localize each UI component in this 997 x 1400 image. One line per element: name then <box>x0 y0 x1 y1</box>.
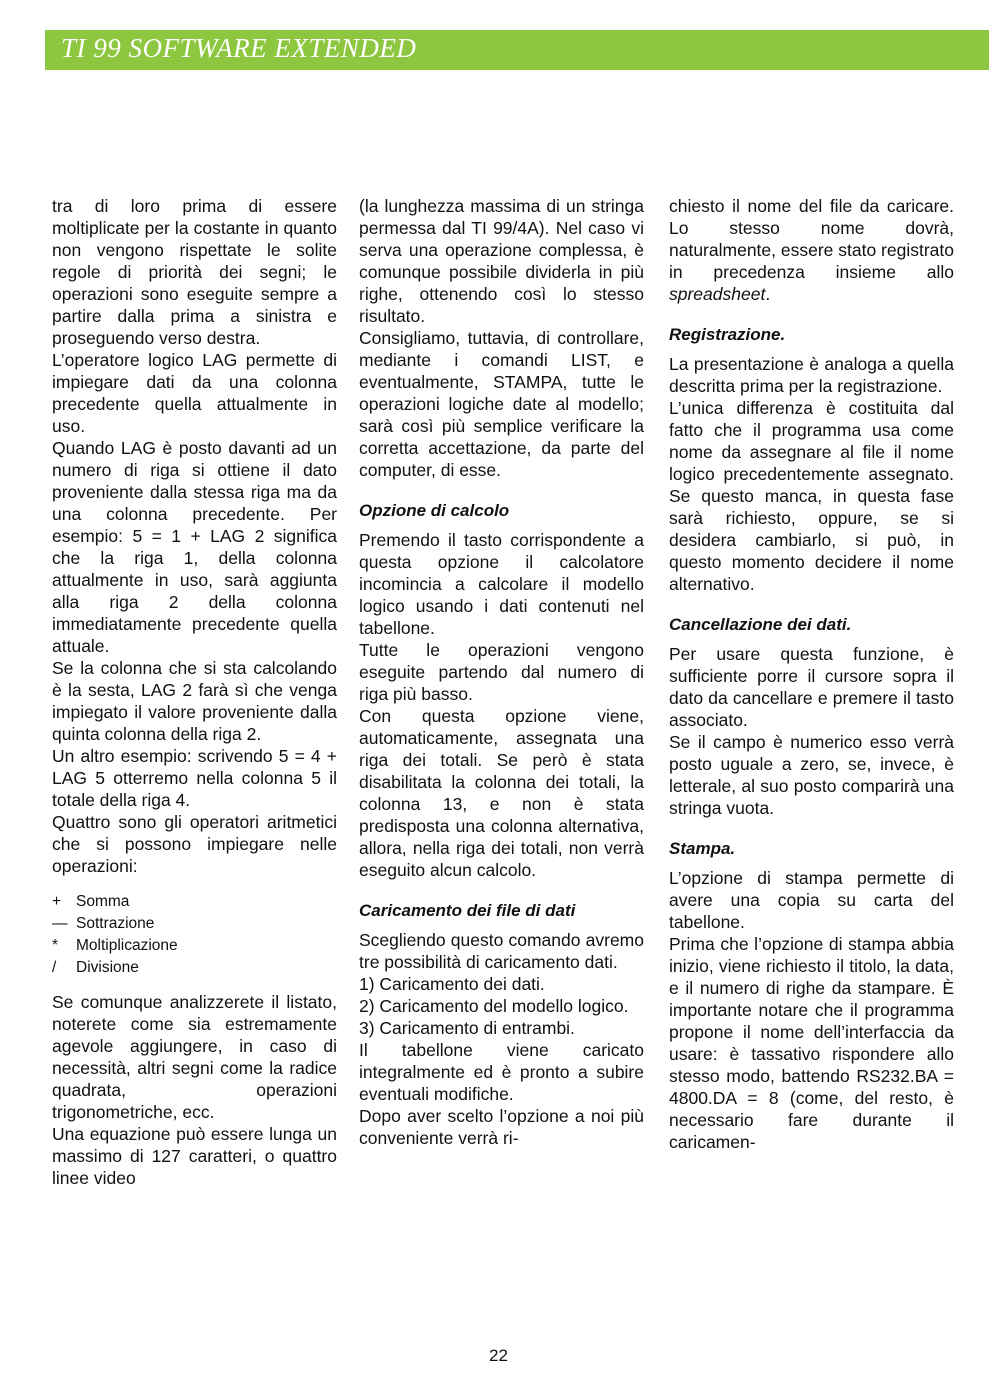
operator-label: Sottrazione <box>76 915 155 932</box>
operator-symbol: / <box>52 959 57 976</box>
paragraph: Per usare questa funzione, è sufficiente porre il cursore sopra il dato da cancellare e premere il tasto associato. <box>669 644 954 730</box>
paragraph: tra di loro prima di essere moltiplicate per la costante in quanto non vengono rispettate le solite regole di priorità dei segni; le operazioni sono eseguite sempre a partire dalla prima a sinistra e proseguendo verso destra. <box>52 196 337 348</box>
paragraph: L’unica differenza è costituita dal fatto che il programma usa come nome da assegnare al file il nome logico precedentemente assegnato. Se questo manca, in questa fase sarà richiesto, oppure, se si desidera cambiarlo, si può, in questo momento decidere il nome alternativo. <box>669 398 954 594</box>
section-heading: Registrazione. <box>669 325 786 344</box>
operator-list <box>52 891 337 979</box>
list-item <box>52 935 337 957</box>
operator-symbol: + <box>52 893 62 910</box>
section-heading: Opzione di calcolo <box>359 501 510 520</box>
paragraph: Scegliendo questo comando avremo tre possibilità di caricamento dati. <box>359 930 644 972</box>
operator-symbol: — <box>52 915 68 932</box>
paragraph: Se comunque analizzerete il listato, noterete come sia estremamente agevole aggiungere, in caso di necessità, altri segni come la radice quadrata, operazioni trigonometriche, ecc. <box>52 992 337 1122</box>
paragraph: Tutte le operazioni vengono eseguite partendo dal numero di riga più basso. <box>359 640 644 704</box>
paragraph: La presentazione è analoga a quella descritta prima per la registrazione. <box>669 354 954 396</box>
paragraph: Una equazione può essere lunga un massimo di 127 caratteri, o quattro linee video <box>52 1124 337 1188</box>
paragraph: L’opzione di stampa permette di avere una copia su carta del tabellone. <box>669 868 954 932</box>
paragraph-text: chiesto il nome del file da caricare. Lo stesso nome dovrà, naturalmente, essere stato registrato in precedenza insieme allo <box>669 196 955 282</box>
list-item: 3) Caricamento di entrambi. <box>359 1018 575 1038</box>
paragraph: Con questa opzione viene, automaticamente, assegnata una riga dei totali. Se però è stata disabilitata la colonna dei totali, la colonna 13, e non è stata predisposta una colonna alternativa, allora, nella riga dei totali, non verrà eseguito alcun calcolo. <box>359 706 644 880</box>
list-item <box>52 891 337 913</box>
operator-label: Divisione <box>76 959 139 976</box>
paragraph: L’operatore logico LAG permette di impiegare dati da una colonna precedente quella attualmente in uso. <box>52 350 337 436</box>
header-bar <box>45 30 989 70</box>
paragraph: Premendo il tasto corrispondente a questa opzione il calcolatore incomincia a calcolare il modello logico usando i dati contenuti nel tabellone. <box>359 530 644 638</box>
list-item: 1) Caricamento dei dati. <box>359 974 545 994</box>
section-heading: Stampa. <box>669 839 736 858</box>
paragraph: Quando LAG è posto davanti ad un numero di riga si ottiene il dato proveniente dalla stessa riga ma da una colonna precedente. Per esempio: 5 = 1 + LAG 2 significa che la riga 1, della colonna attualmente in uso, sarà aggiunta alla riga 2 della colonna immediatamente precedente quella attuale. <box>52 438 337 656</box>
section-heading: Caricamento dei file di dati <box>359 901 576 920</box>
paragraph: Consigliamo, tuttavia, di controllare, mediante i comandi LIST, e eventualmente, STAMPA, tutte le operazioni logiche date al modello; sarà così più semplice verificare la corretta accettazione, da parte del computer, di esse. <box>359 328 644 480</box>
header-title: TI 99 SOFTWARE EXTENDED <box>61 33 417 63</box>
operator-label: Somma <box>76 893 130 910</box>
paragraph: Se il campo è numerico esso verrà posto uguale a zero, se, invece, è letterale, al suo posto comparirà una stringa vuota. <box>669 732 954 818</box>
list-item: 2) Caricamento del modello logico. <box>359 996 629 1016</box>
emphasis-text: spreadsheet <box>669 284 766 304</box>
paragraph-text: . <box>765 284 771 304</box>
paragraph: Il tabellone viene caricato integralmente ed è pronto a subire eventuali modifiche. <box>359 1040 644 1104</box>
paragraph <box>669 195 954 305</box>
paragraph: Se la colonna che si sta calcolando è la sesta, LAG 2 farà sì che venga impiegato il valore proveniente dalla quinta colonna della riga 2. <box>52 658 337 744</box>
column-2 <box>359 195 644 1149</box>
paragraph: Un altro esempio: scrivendo 5 = 4 + LAG 5 otterremo nella colonna 5 il totale della riga 4. <box>52 746 337 810</box>
section-heading: Cancellazione dei dati. <box>669 615 852 634</box>
column-3 <box>669 195 954 1153</box>
paragraph: Dopo aver scelto l’opzione a noi più conveniente verrà ri- <box>359 1106 644 1148</box>
paragraph: (la lunghezza massima di un stringa permessa dal TI 99/4A). Nel caso vi serva una operazione complessa, è comunque possibile dividerla in più righe, ottenendo così lo stesso risultato. <box>359 196 644 326</box>
page-number: 22 <box>489 1346 508 1365</box>
list-item <box>52 913 337 935</box>
paragraph: Quattro sono gli operatori aritmetici che si possono impiegare nelle operazioni: <box>52 812 337 876</box>
paragraph: Prima che l’opzione di stampa abbia inizio, viene richiesto il titolo, la data, e il numero di righe da stampare. È importante notare che il programma propone il nome dell’interfaccia da usare: è tassativo rispondere allo stesso modo, battendo RS232.BA = 4800.DA = 8 (come, del resto, è necessario fare durante il caricamen- <box>669 934 954 1152</box>
operator-symbol: * <box>52 937 59 954</box>
operator-label: Moltiplicazione <box>76 937 178 954</box>
list-item <box>52 957 337 979</box>
column-1 <box>52 195 337 1189</box>
